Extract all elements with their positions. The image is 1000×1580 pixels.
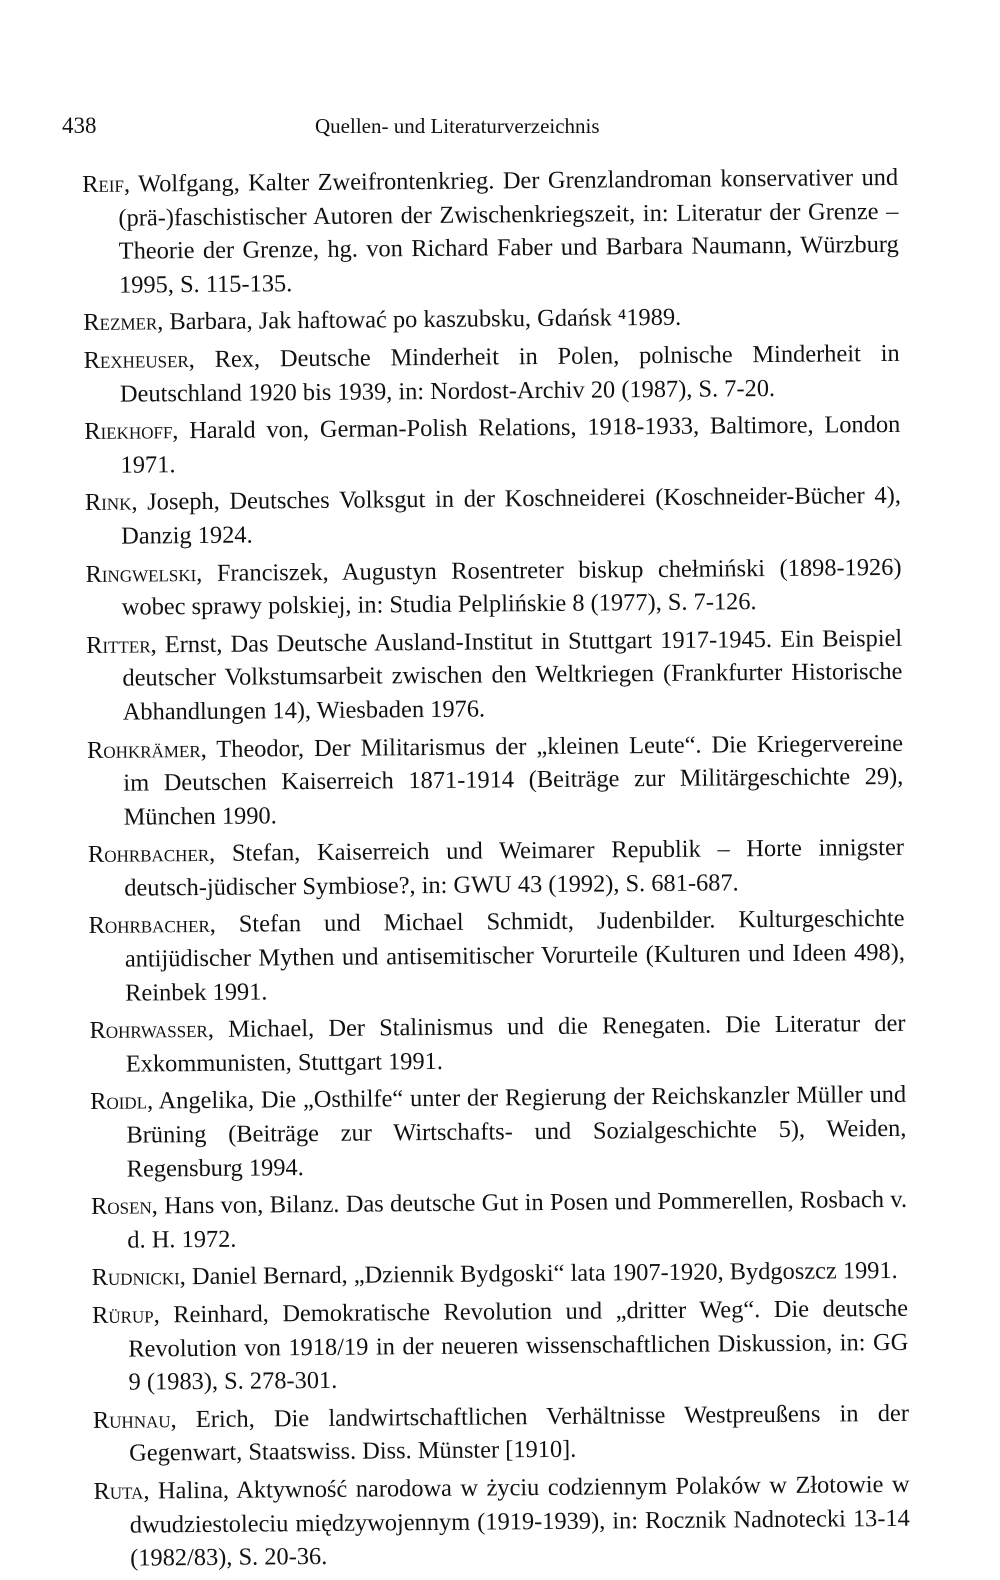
entry-author: Rohrbacher [87, 840, 210, 869]
entry-author: Rosen [90, 1192, 152, 1221]
bibliography-entry [91, 1183, 908, 1257]
bibliography-entry [93, 1397, 910, 1471]
entry-text: , Stefan, Kaiserreich und Weimarer Republik – Horte innigster deutsch-jüdischer Symbiose?, in: GWU 43 (1992), S. 681-687. [124, 834, 905, 902]
entry-text: , Joseph, Deutsches Volksgut in der Koschneiderei (Koschneider-Bücher 4), Danzig 1924. [121, 482, 902, 550]
entry-author: Rürup [91, 1301, 154, 1329]
entry-text: , Stefan und Michael Schmidt, Judenbilder. Kulturgeschichte antijüdischer Mythen und antisemitischer Vorurteile (Kulturen und Ideen 498), Reinbek 1991. [124, 905, 905, 1007]
entry-author: Ringwelski [85, 559, 197, 588]
entry-text: , Barbara, Jak haftować po kaszubsku, Gdańsk ⁴1989. [157, 304, 682, 336]
entry-text: , Ernst, Das Deutsche Ausland-Institut in Stuttgart 1917-1945. Ein Beispiel deutscher Volkstumsarbeit zwischen den Weltkriegen (Frankfurter Historische Abhandlungen 14), Wiesbaden 1976. [122, 624, 903, 726]
entry-text: , Michael, Der Stalinismus und die Renegaten. Die Literatur der Exkommunisten, Stuttgart 1991. [125, 1010, 906, 1078]
bibliography-entry [86, 622, 903, 730]
entry-author: Rezmer [83, 308, 158, 337]
entry-author: Rohkrämer [86, 735, 201, 764]
entry-text: , Angelika, Die „Osthilfe“ unter der Regierung der Reichskanzler Müller und Brüning (Beiträge zur Wirtschafts- und Sozialgeschichte 5), Weiden, Regensburg 1994. [126, 1081, 907, 1183]
bibliography-entry [92, 1254, 908, 1295]
bibliography-entry [84, 408, 901, 482]
entry-text: , Wolfgang, Kalter Zweifrontenkrieg. Der Grenzlandroman konservativer und (prä-)faschistischer Autoren der Zwischenkriegszeit, in: Literatur der Grenze – Theorie der Grenze, hg. von Richard Faber und Barbara Naumann, Würzburg 1995, S. 115-135. [118, 163, 899, 299]
entry-text: , Hans von, Bilanz. Das deutsche Gut in Posen und Pommerellen, Rosbach v. d. H. 1972. [127, 1186, 908, 1254]
entry-author: Roidl [90, 1087, 148, 1116]
entry-author: Riekhoff [84, 417, 173, 446]
entry-author: Ruta [93, 1477, 144, 1505]
entry-author: Rink [84, 488, 132, 517]
entry-author: Reif [82, 170, 125, 198]
running-title: Quellen- und Literaturverzeichnis [315, 114, 600, 138]
entry-author: Rexheuser [83, 346, 189, 374]
bibliography-entry [90, 1078, 907, 1186]
bibliography-list [82, 161, 910, 1580]
page-number: 438 [62, 113, 97, 138]
bibliography-entry [88, 902, 905, 1010]
entry-text: , Theodor, Der Militarismus der „kleinen Leute“. Die Kriegervereine im Deutschen Kaiserreich 1871-1914 (Beiträge zur Militärgeschichte 29), München 1990. [123, 729, 904, 831]
entry-text: , Franciszek, Augustyn Rosentreter biskup chełmiński (1898-1926) wobec sprawy polskiej, in: Studia Pelplińskie 8 (1977), S. 7-126. [121, 553, 902, 621]
entry-author: Rudnicki [91, 1263, 180, 1292]
entry-text: , Daniel Bernard, „Dziennik Bydgoski“ lata 1907-1920, Bydgoszcz 1991. [179, 1257, 898, 1291]
bibliography-entry [84, 337, 901, 411]
entry-text: , Halina, Aktywność narodowa w życiu codziennym Polaków w Złotowie w dwudziestoleciu międzywojennym (1919-1939), in: Rocznik Nadnotecki 13-14 (1982/83), S. 20-36. [129, 1470, 910, 1572]
bibliography-entry [87, 726, 904, 834]
entry-author: Ruhnau [92, 1406, 171, 1434]
bibliography-entry [93, 1468, 910, 1576]
entry-author: Rohrbacher [88, 911, 210, 940]
bibliography-entry [82, 161, 899, 302]
entry-text: , Rex, Deutsche Minderheit in Polen, polnische Minderheit in Deutschland 1920 bis 1939, in: Nordost-Archiv 20 (1987), S. 7-20. [119, 339, 900, 408]
entry-author: Ritter [86, 631, 151, 659]
bibliography-entry [88, 831, 905, 905]
entry-text: , Harald von, German-Polish Relations, 1918-1933, Baltimore, London 1971. [120, 411, 901, 479]
bibliography-entry [92, 1292, 909, 1400]
bibliography-entry [85, 550, 902, 624]
entry-text: , Erich, Die landwirtschaftlichen Verhältnisse Westpreußens in der Gegenwart, Staatswiss. Diss. Münster [1910]. [129, 1399, 910, 1468]
bibliography-entry [89, 1007, 906, 1081]
bibliography-entry [83, 299, 899, 340]
entry-author: Rohrwasser [89, 1016, 208, 1045]
entry-text: , Reinhard, Demokratische Revolution und „dritter Weg“. Die deutsche Revolution von 1918/19 in der neueren wissenschaftlichen Diskussion, in: GG 9 (1983), S. 278-301. [128, 1294, 909, 1396]
bibliography-entry [85, 479, 902, 553]
